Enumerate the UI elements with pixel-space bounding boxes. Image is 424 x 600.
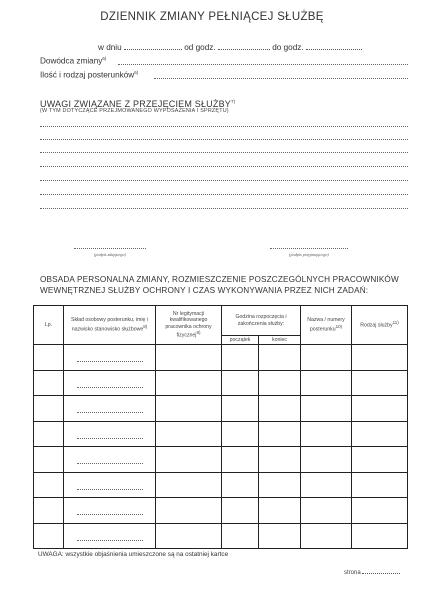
cell-end[interactable] bbox=[259, 396, 301, 422]
table-row bbox=[34, 447, 408, 473]
cell-lp[interactable] bbox=[34, 396, 64, 422]
header-end: koniec bbox=[259, 336, 301, 345]
note-text: UWAGA: wszystkie objaśnienia umieszczone są na ostatniej kartce bbox=[38, 551, 229, 558]
from-hour-field[interactable] bbox=[218, 43, 270, 50]
cell-end[interactable] bbox=[259, 498, 301, 524]
document-title: DZIENNIK ZMIANY PEŁNIĄCEJ SŁUŻBĘ bbox=[100, 11, 324, 23]
commander-field[interactable] bbox=[118, 64, 408, 65]
cell-service-type[interactable] bbox=[352, 472, 408, 498]
staff-name-line bbox=[77, 438, 143, 439]
cell-post[interactable] bbox=[301, 447, 352, 473]
handover-signature-caption: (podpis zdającego) bbox=[94, 252, 126, 257]
takeover-signature-line[interactable] bbox=[270, 248, 348, 249]
cell-staff[interactable] bbox=[64, 396, 156, 422]
staffing-heading-line1: OBSADA PERSONALNA ZMIANY, ROZMIESZCZENIE POSZCZEGÓLNYCH PRACOWNIKÓW bbox=[40, 275, 399, 284]
table-row bbox=[34, 472, 408, 498]
staff-name-line bbox=[77, 387, 143, 388]
cell-end[interactable] bbox=[259, 370, 301, 396]
cell-staff[interactable] bbox=[64, 421, 156, 447]
commander-label: Dowódca zmiany bbox=[40, 56, 103, 66]
cell-start[interactable] bbox=[222, 472, 259, 498]
staff-name-line bbox=[77, 463, 143, 464]
cell-end[interactable] bbox=[259, 523, 301, 549]
header-start: początek bbox=[222, 336, 259, 345]
cell-lp[interactable] bbox=[34, 447, 64, 473]
handover-signature-line[interactable] bbox=[74, 248, 146, 249]
header-staff: Skład osobowy posterunku, imię i nazwisko stanowisko służbowe8) bbox=[64, 306, 156, 345]
cell-service-type[interactable] bbox=[352, 396, 408, 422]
to-hour-label: do godz. bbox=[272, 43, 304, 52]
table-row bbox=[34, 370, 408, 396]
table-row bbox=[34, 345, 408, 371]
cell-lp[interactable] bbox=[34, 472, 64, 498]
cell-post[interactable] bbox=[301, 396, 352, 422]
cell-start[interactable] bbox=[222, 523, 259, 549]
posts-label: Ilość i rodzaj posterunków bbox=[40, 70, 135, 80]
remarks-line-7[interactable] bbox=[40, 208, 408, 209]
staffing-table-body bbox=[34, 345, 408, 549]
remarks-subheading: (W TYM DOTYCZĄCE PRZEJMOWANEGO WYPOSAŻENIA I SPRZĘTU) bbox=[40, 108, 229, 114]
cell-service-type[interactable] bbox=[352, 498, 408, 524]
staff-name-line bbox=[77, 361, 143, 362]
date-field[interactable] bbox=[124, 43, 182, 50]
cell-license[interactable] bbox=[156, 345, 222, 371]
cell-service-type[interactable] bbox=[352, 421, 408, 447]
cell-end[interactable] bbox=[259, 472, 301, 498]
staffing-heading-line2: WEWNĘTRZNEJ SŁUŻBY OCHRONY I CZAS WYKONYWANIA PRZEZ NICH ZADAŃ: bbox=[40, 286, 369, 295]
cell-post[interactable] bbox=[301, 472, 352, 498]
cell-license[interactable] bbox=[156, 472, 222, 498]
header-lp: Lp. bbox=[34, 306, 64, 345]
takeover-signature-caption: (podpis przyjmującego) bbox=[289, 252, 329, 257]
cell-end[interactable] bbox=[259, 421, 301, 447]
cell-license[interactable] bbox=[156, 498, 222, 524]
date-row bbox=[98, 43, 362, 52]
from-hour-label: od godz. bbox=[184, 43, 216, 52]
page-number-field[interactable] bbox=[362, 568, 400, 574]
page-number bbox=[344, 568, 400, 576]
staffing-heading bbox=[40, 274, 399, 296]
table-row bbox=[34, 396, 408, 422]
cell-end[interactable] bbox=[259, 447, 301, 473]
to-hour-field[interactable] bbox=[306, 43, 362, 50]
cell-start[interactable] bbox=[222, 345, 259, 371]
cell-post[interactable] bbox=[301, 421, 352, 447]
staffing-table bbox=[33, 305, 408, 549]
header-staff-footnote: 8) bbox=[143, 323, 148, 329]
remarks-line-6[interactable] bbox=[40, 194, 408, 195]
remarks-footnote: 7) bbox=[230, 99, 236, 104]
cell-staff[interactable] bbox=[64, 345, 156, 371]
header-license: Nr legitymacji kwalifikowanego pracownika ochrony fizycznej8) bbox=[156, 306, 222, 345]
cell-lp[interactable] bbox=[34, 421, 64, 447]
cell-post[interactable] bbox=[301, 345, 352, 371]
staff-name-line bbox=[77, 412, 143, 413]
header-license-footnote: 8) bbox=[196, 330, 201, 336]
posts-footnote: 6) bbox=[134, 70, 139, 75]
staff-name-line bbox=[77, 489, 143, 490]
cell-service-type[interactable] bbox=[352, 370, 408, 396]
cell-license[interactable] bbox=[156, 370, 222, 396]
cell-lp[interactable] bbox=[34, 523, 64, 549]
cell-staff[interactable] bbox=[64, 472, 156, 498]
header-type-footnote: 11) bbox=[392, 320, 399, 326]
page-label: strona bbox=[344, 570, 361, 576]
cell-start[interactable] bbox=[222, 498, 259, 524]
header-service-type: Rodzaj służby11) bbox=[352, 306, 408, 345]
cell-lp[interactable] bbox=[34, 345, 64, 371]
cell-start[interactable] bbox=[222, 396, 259, 422]
remarks-line-4[interactable] bbox=[40, 166, 408, 167]
remarks-line-2[interactable] bbox=[40, 139, 408, 140]
table-row bbox=[34, 523, 408, 549]
remarks-line-5[interactable] bbox=[40, 180, 408, 181]
staff-name-line bbox=[77, 514, 143, 515]
posts-row bbox=[40, 70, 138, 80]
posts-field[interactable] bbox=[154, 78, 408, 79]
cell-staff[interactable] bbox=[64, 523, 156, 549]
cell-post[interactable] bbox=[301, 370, 352, 396]
commander-footnote: 6) bbox=[102, 56, 107, 61]
table-row bbox=[34, 421, 408, 447]
cell-lp[interactable] bbox=[34, 370, 64, 396]
date-label: w dniu bbox=[98, 43, 122, 52]
cell-post[interactable] bbox=[301, 523, 352, 549]
cell-start[interactable] bbox=[222, 447, 259, 473]
header-post: Nazwa / numery posterunku10) bbox=[301, 306, 352, 345]
header-post-footnote: 10) bbox=[335, 323, 343, 329]
staff-name-line bbox=[77, 540, 143, 541]
remarks-line-3[interactable] bbox=[40, 152, 408, 153]
cell-license[interactable] bbox=[156, 523, 222, 549]
cell-start[interactable] bbox=[222, 370, 259, 396]
cell-service-type[interactable] bbox=[352, 345, 408, 371]
cell-service-type[interactable] bbox=[352, 523, 408, 549]
cell-license[interactable] bbox=[156, 396, 222, 422]
remarks-line-1[interactable] bbox=[40, 126, 408, 127]
table-row bbox=[34, 498, 408, 524]
cell-staff[interactable] bbox=[64, 370, 156, 396]
remarks-heading-text: UWAGI ZWIĄZANE Z PRZEJĘCIEM SŁUŻBY bbox=[40, 99, 231, 109]
cell-post[interactable] bbox=[301, 498, 352, 524]
header-hours: Godzina rozpoczęcia i zakończenia służby: bbox=[222, 306, 301, 336]
cell-service-type[interactable] bbox=[352, 447, 408, 473]
cell-license[interactable] bbox=[156, 447, 222, 473]
cell-staff[interactable] bbox=[64, 447, 156, 473]
cell-start[interactable] bbox=[222, 421, 259, 447]
cell-license[interactable] bbox=[156, 421, 222, 447]
cell-end[interactable] bbox=[259, 345, 301, 371]
commander-row bbox=[40, 56, 106, 66]
cell-lp[interactable] bbox=[34, 498, 64, 524]
cell-staff[interactable] bbox=[64, 498, 156, 524]
